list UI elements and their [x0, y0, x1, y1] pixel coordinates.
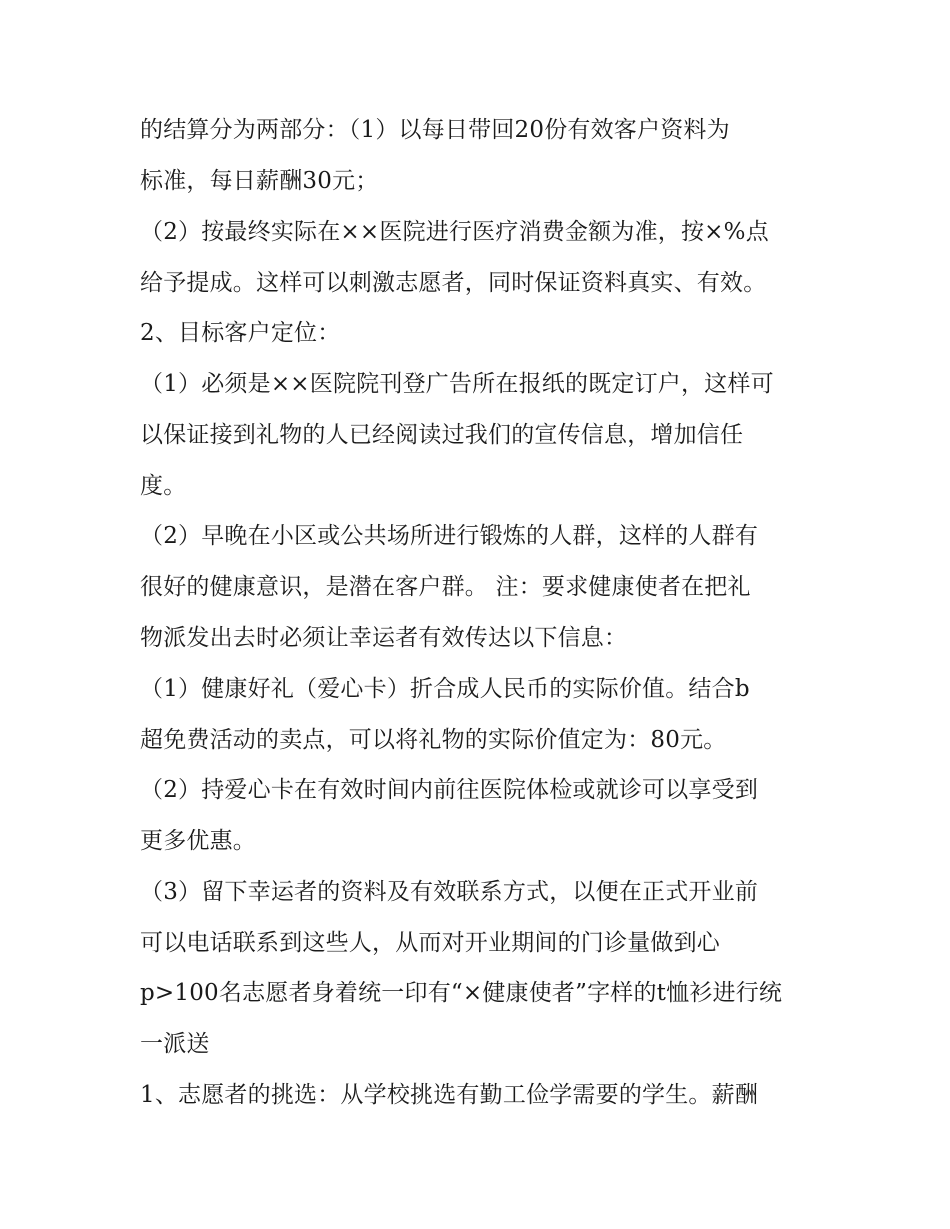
text-line-18: p>100名志愿者身着统一印有“×健康使者”字样的t恤衫进行统: [140, 980, 783, 1006]
text-line-6: （1）必须是××医院院刊登广告所在报纸的既定订户，这样可: [140, 371, 774, 397]
text-line-16: （3）留下幸运者的资料及有效联系方式，以便在正式开业前: [140, 879, 759, 905]
text-line-2: 标准，每日薪酬30元；: [140, 168, 379, 194]
text-line-1: 的结算分为两部分：（1）以每日带回20份有效客户资料为: [140, 117, 730, 143]
text-line-4: 给予提成。这样可以刺激志愿者，同时保证资料真实、有效。: [140, 270, 767, 296]
text-line-14: （2）持爱心卡在有效时间内前往医院体检或就诊可以享受到: [140, 777, 759, 803]
text-line-9: （2）早晚在小区或公共场所进行锻炼的人群，这样的人群有: [140, 523, 759, 549]
text-line-5: 2、目标客户定位：: [140, 320, 341, 346]
text-line-11: 物派发出去时必须让幸运者有效传达以下信息：: [140, 625, 628, 651]
text-line-8: 度。: [140, 473, 187, 499]
text-line-19: 一派送: [140, 1031, 210, 1057]
text-line-3: （2）按最终实际在××医院进行医疗消费金额为准，按×%点: [140, 219, 769, 245]
text-line-12: （1）健康好礼（爱心卡）折合成人民币的实际价值。结合b: [140, 676, 750, 702]
text-line-15: 更多优惠。: [140, 828, 256, 854]
text-line-10: 很好的健康意识，是潜在客户群。 注：要求健康使者在把礼: [140, 574, 751, 600]
text-line-13: 超免费活动的卖点，可以将礼物的实际价值定为：80元。: [140, 727, 727, 753]
text-line-17: 可以电话联系到这些人，从而对开业期间的门诊量做到心: [140, 930, 720, 956]
text-line-7: 以保证接到礼物的人已经阅读过我们的宣传信息，增加信任: [140, 422, 744, 448]
text-line-20: 1、志愿者的挑选：从学校挑选有勤工俭学需要的学生。薪酬: [140, 1082, 759, 1108]
